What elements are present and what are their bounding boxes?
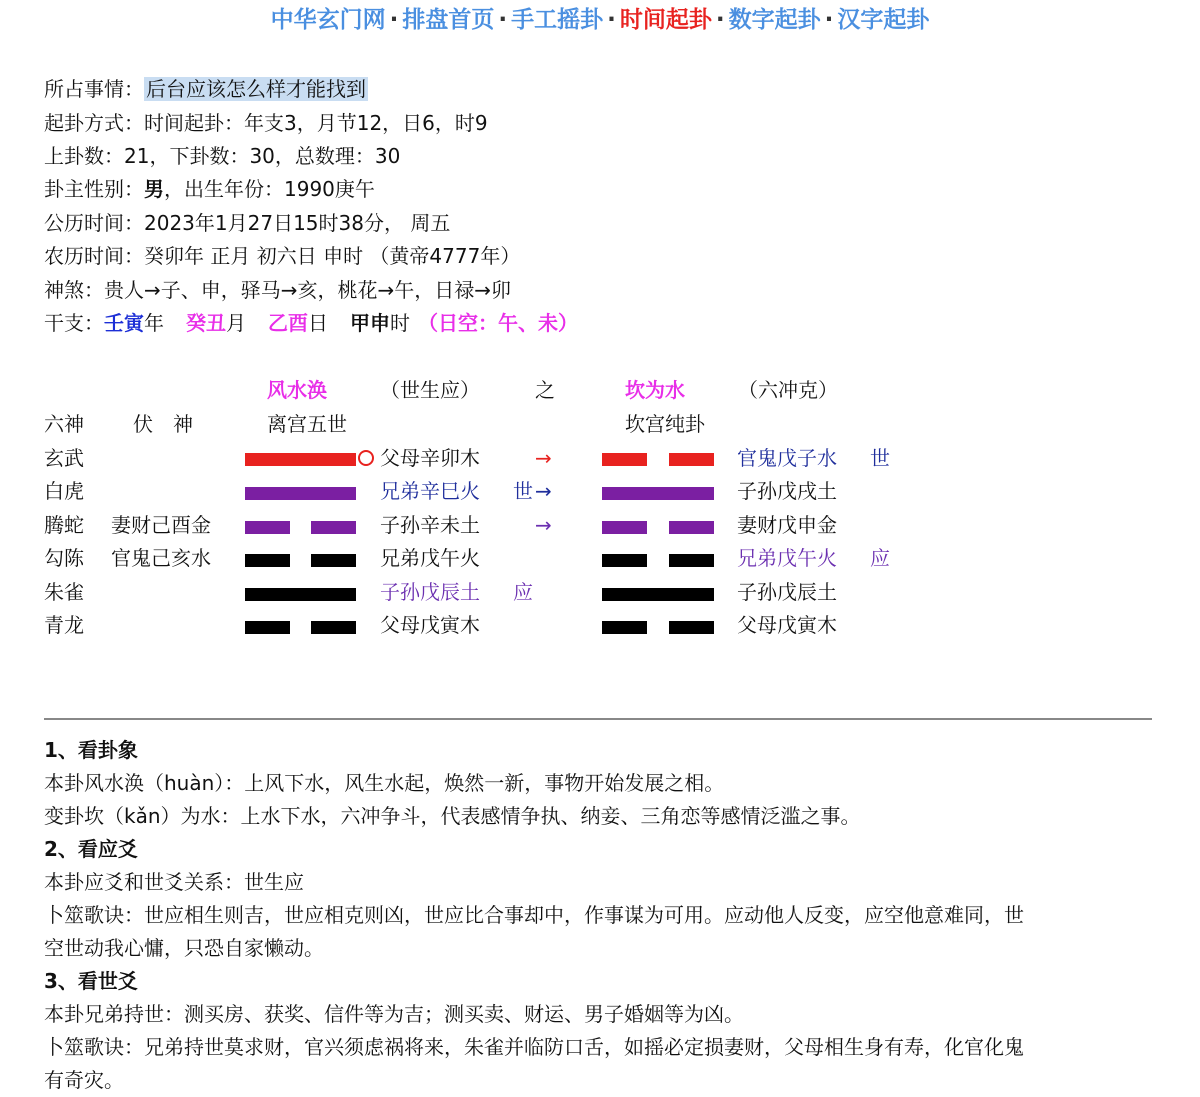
ying-marker: 应: [513, 580, 533, 604]
bian-gua-palace: 坎宫纯卦: [625, 412, 705, 436]
liushen-label: 朱雀: [44, 580, 84, 604]
month-ganzhi: 癸丑: [186, 311, 226, 335]
top-nav: [0, 2, 1200, 38]
change-arrow: →: [535, 479, 552, 503]
gender-value: 男: [144, 177, 164, 201]
shi-marker: 世: [870, 446, 890, 470]
month-suffix: 月: [226, 311, 246, 335]
liushen-label: 玄武: [44, 446, 84, 470]
shi-ying-relation: 本卦应爻和世爻关系：世生应: [44, 870, 304, 894]
bian-yao-yin-bar-right: [669, 554, 714, 567]
liushen-label: 青龙: [44, 613, 84, 637]
ben-yao-yin-bar-left: [245, 554, 290, 567]
bian-yao-yin-bar-left: [602, 621, 647, 634]
bian-gua-description: 变卦坎（kǎn）为水：上水下水，六冲争斗，代表感情争执、纳妾、三角恋等感情泛滥之事。: [44, 804, 861, 828]
bian-gua-relation: （六冲克）: [738, 378, 838, 402]
question-text: 后台应该怎么样才能找到: [146, 77, 366, 101]
numbers-row: 上卦数：21，下卦数：30，总数理：30: [44, 144, 401, 168]
solar-time-row: 公历时间：2023年1月27日15时38分， 周五: [44, 211, 451, 235]
ben-yao-text: 父母辛卯木: [380, 446, 480, 470]
section-divider: [44, 718, 1152, 720]
gender-label: 卦主性别：: [44, 177, 144, 201]
lunar-time-row: 农历时间：癸卯年 正月 初六日 申时 （黄帝4777年）: [44, 244, 521, 268]
ben-yao-yin-bar-right: [311, 521, 356, 534]
birth-year: ，出生年份：1990庚午: [164, 177, 375, 201]
bian-yao-text: 官鬼戊子水: [737, 446, 837, 470]
section-title-guaxiang: 1、看卦象: [44, 738, 138, 762]
fushen-text: 妻财己酉金: [111, 513, 211, 537]
liushen-label: 腾蛇: [44, 513, 84, 537]
bian-yao-yang-bar: [602, 487, 714, 500]
nav-sep: ·: [389, 7, 399, 33]
shi-marker: 世: [513, 479, 533, 503]
ben-yao-text: 兄弟辛巳火: [380, 479, 480, 503]
nav-sep: ·: [498, 7, 508, 33]
change-arrow: →: [535, 446, 552, 470]
ben-yao-yin-bar-right: [311, 554, 356, 567]
section-title-yingyao: 2、看应爻: [44, 837, 138, 861]
year-suffix: 年: [144, 311, 164, 335]
day-kong: （日空：午、未）: [418, 311, 578, 335]
bian-gua-name: 坎为水: [625, 378, 685, 402]
nav-link-number[interactable]: 数字起卦: [728, 7, 821, 33]
hour-suffix: 时: [390, 311, 410, 335]
nav-link-hanzi[interactable]: 汉字起卦: [837, 7, 930, 33]
bian-yao-text: 妻财戊申金: [737, 513, 837, 537]
ben-yao-yin-bar-right: [311, 621, 356, 634]
liushen-label: 勾陈: [44, 546, 84, 570]
nav-link-time[interactable]: 时间起卦: [619, 7, 712, 33]
nav-link-manual[interactable]: 手工摇卦: [511, 7, 604, 33]
ben-yao-text: 父母戊寅木: [380, 613, 480, 637]
zhi-label: 之: [535, 378, 555, 402]
bian-yao-text: 子孙戊辰土: [737, 580, 837, 604]
change-arrow: →: [535, 513, 552, 537]
nav-link-home[interactable]: 排盘首页: [402, 7, 495, 33]
section-title-shiyao: 3、看世爻: [44, 969, 138, 993]
bian-yao-yin-bar-right: [669, 621, 714, 634]
bian-yao-yin-bar-left: [602, 521, 647, 534]
ganzhi-row: [44, 308, 578, 338]
shi-yao-description: 本卦兄弟持世：测买房、获奖、信件等为吉；测买卖、财运、男子婚姻等为凶。: [44, 1002, 744, 1026]
shi-verse-line1: 卜筮歌诀：兄弟持世莫求财，官兴须虑祸将来，朱雀并临防口舌，如摇必定损妻财，父母相生身有寿，化官化鬼: [44, 1035, 1024, 1059]
question-row: [44, 74, 368, 104]
col-fushen: 伏 神: [133, 412, 193, 436]
ying-marker: 应: [870, 546, 890, 570]
bian-yao-yin-bar-right: [669, 521, 714, 534]
ben-yao-yin-bar-left: [245, 521, 290, 534]
hour-ganzhi: 甲申: [350, 311, 390, 335]
bian-yao-yang-bar: [602, 588, 714, 601]
ben-yao-yang-bar: [245, 453, 356, 466]
ben-yao-yin-bar-left: [245, 621, 290, 634]
ben-yao-yang-bar: [245, 588, 356, 601]
bian-yao-yin-bar-left: [602, 554, 647, 567]
ben-gua-relation: （世生应）: [380, 378, 480, 402]
moving-yao-circle-icon: [358, 450, 374, 466]
ganzhi-label: 干支：: [44, 311, 104, 335]
gender-row: [44, 174, 375, 204]
day-ganzhi: 乙酉: [268, 311, 308, 335]
nav-sep: ·: [607, 7, 616, 33]
col-liushen: 六神: [44, 412, 84, 436]
day-suffix: 日: [308, 311, 328, 335]
liushen-label: 白虎: [44, 479, 84, 503]
analysis-section: [44, 734, 1154, 1097]
bian-yao-yin-bar-right: [669, 453, 714, 466]
nav-sep: ·: [824, 7, 834, 33]
ben-yao-text: 子孙戊辰土: [380, 580, 480, 604]
method-row: 起卦方式：时间起卦：年支3，月节12，日6，时9: [44, 111, 488, 135]
fushen-text: 官鬼己亥水: [111, 546, 211, 570]
bian-yao-text: 兄弟戊午火: [737, 546, 837, 570]
ying-verse-line1: 卜筮歌诀：世应相生则吉，世应相克则凶，世应比合事却中，作事谋为可用。应动他人反变，应空他意难同，世: [44, 903, 1024, 927]
nav-link-site[interactable]: 中华玄门网: [270, 7, 386, 33]
bian-yao-text: 子孙戊戌土: [737, 479, 837, 503]
question-label: 所占事情：: [44, 77, 144, 101]
nav-sep: ·: [715, 7, 725, 33]
ben-yao-text: 兄弟戊午火: [380, 546, 480, 570]
ben-gua-palace: 离宫五世: [267, 412, 347, 436]
bian-yao-text: 父母戊寅木: [737, 613, 837, 637]
ben-gua-description: 本卦风水涣（huàn）：上风下水，风生水起，焕然一新，事物开始发展之相。: [44, 771, 725, 795]
ben-yao-yang-bar: [245, 487, 356, 500]
year-ganzhi: 壬寅: [104, 311, 144, 335]
ben-yao-text: 子孙辛未土: [380, 513, 480, 537]
bian-yao-yin-bar-left: [602, 453, 647, 466]
shi-verse-line2: 有奇灾。: [44, 1068, 124, 1092]
shensha-row: 神煞：贵人→子、申，驿马→亥，桃花→午，日禄→卯: [44, 278, 512, 302]
ying-verse-line2: 空世动我心慵，只恐自家懒动。: [44, 936, 324, 960]
ben-gua-name: 风水涣: [267, 378, 327, 402]
